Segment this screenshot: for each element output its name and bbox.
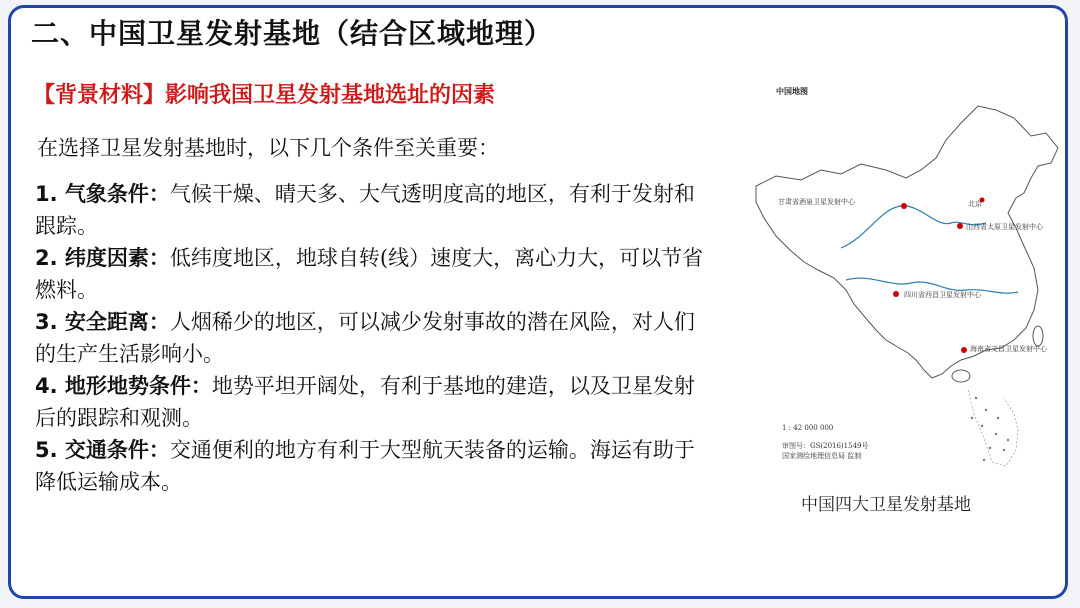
china-map-panel: [746, 78, 1061, 478]
factor-lead: 2. 纬度因素：: [35, 246, 170, 270]
factor-text: 低纬度地区，地球自转(线）速度大，离心力大，可以节省燃料。: [35, 246, 704, 302]
china-outline: [756, 106, 1058, 378]
factor-lead: 3. 安全距离：: [35, 310, 170, 334]
beijing-label: 北京: [968, 200, 982, 208]
factor-item-weather: [35, 178, 705, 242]
slide-title: 二、中国卫星发射基地（结合区域地理）: [31, 17, 554, 50]
factor-lead: 5. 交通条件：: [35, 438, 170, 462]
wenchang-marker: [961, 347, 967, 353]
factor-text: 气候干燥、晴天多、大气透明度高的地区，有利于发射和跟踪。: [35, 182, 695, 238]
factor-item-latitude: [35, 242, 705, 306]
south-sea-islands: [971, 397, 1009, 461]
factor-lead: 1. 气象条件：: [35, 182, 170, 206]
factor-text: 人烟稀少的地区，可以减少发射事故的潜在风险，对人们的生产生活影响小。: [35, 310, 695, 366]
xichang-marker: [893, 291, 899, 297]
hainan-island: [952, 370, 970, 382]
wenchang-label: 海南省文昌卫星发射中心: [970, 345, 1047, 353]
factor-item-terrain: [35, 370, 705, 434]
slide: [8, 5, 1068, 599]
jiuquan-marker: [901, 203, 907, 209]
factor-text: 地势平坦开阔处，有利于基地的建造，以及卫星发射后的跟踪和观测。: [35, 374, 695, 430]
map-title: 中国地图: [776, 86, 808, 96]
factor-item-transport: [35, 434, 705, 498]
background-material-heading: 【背景材料】影响我国卫星发射基地选址的因素: [33, 83, 496, 108]
taiwan-island: [1033, 326, 1043, 346]
jiuquan-label: 甘肃省酒泉卫星发射中心: [778, 198, 855, 206]
nine-dash-line: [968, 390, 1018, 466]
xichang-label: 四川省西昌卫星发射中心: [904, 291, 981, 299]
factor-text: 交通便利的地方有利于大型航天装备的运输。海运有助于降低运输成本。: [35, 438, 695, 494]
intro-text: 在选择卫星发射基地时，以下几个条件至关重要：: [37, 136, 499, 160]
factor-lead: 4. 地形地势条件：: [35, 374, 212, 398]
map-publisher: 国家测绘地理信息局 监制: [782, 452, 862, 460]
taiyuan-marker: [957, 223, 963, 229]
map-scale: 1 : 42 000 000: [782, 424, 834, 432]
map-review-number: 审图号：GS(2016)1549号: [782, 442, 869, 450]
china-map: [746, 78, 1061, 478]
factor-item-safety: [35, 306, 705, 370]
taiyuan-label: 山西省太原卫星发射中心: [966, 223, 1043, 231]
map-caption: 中国四大卫星发射基地: [801, 495, 971, 515]
factor-list: [35, 178, 705, 498]
